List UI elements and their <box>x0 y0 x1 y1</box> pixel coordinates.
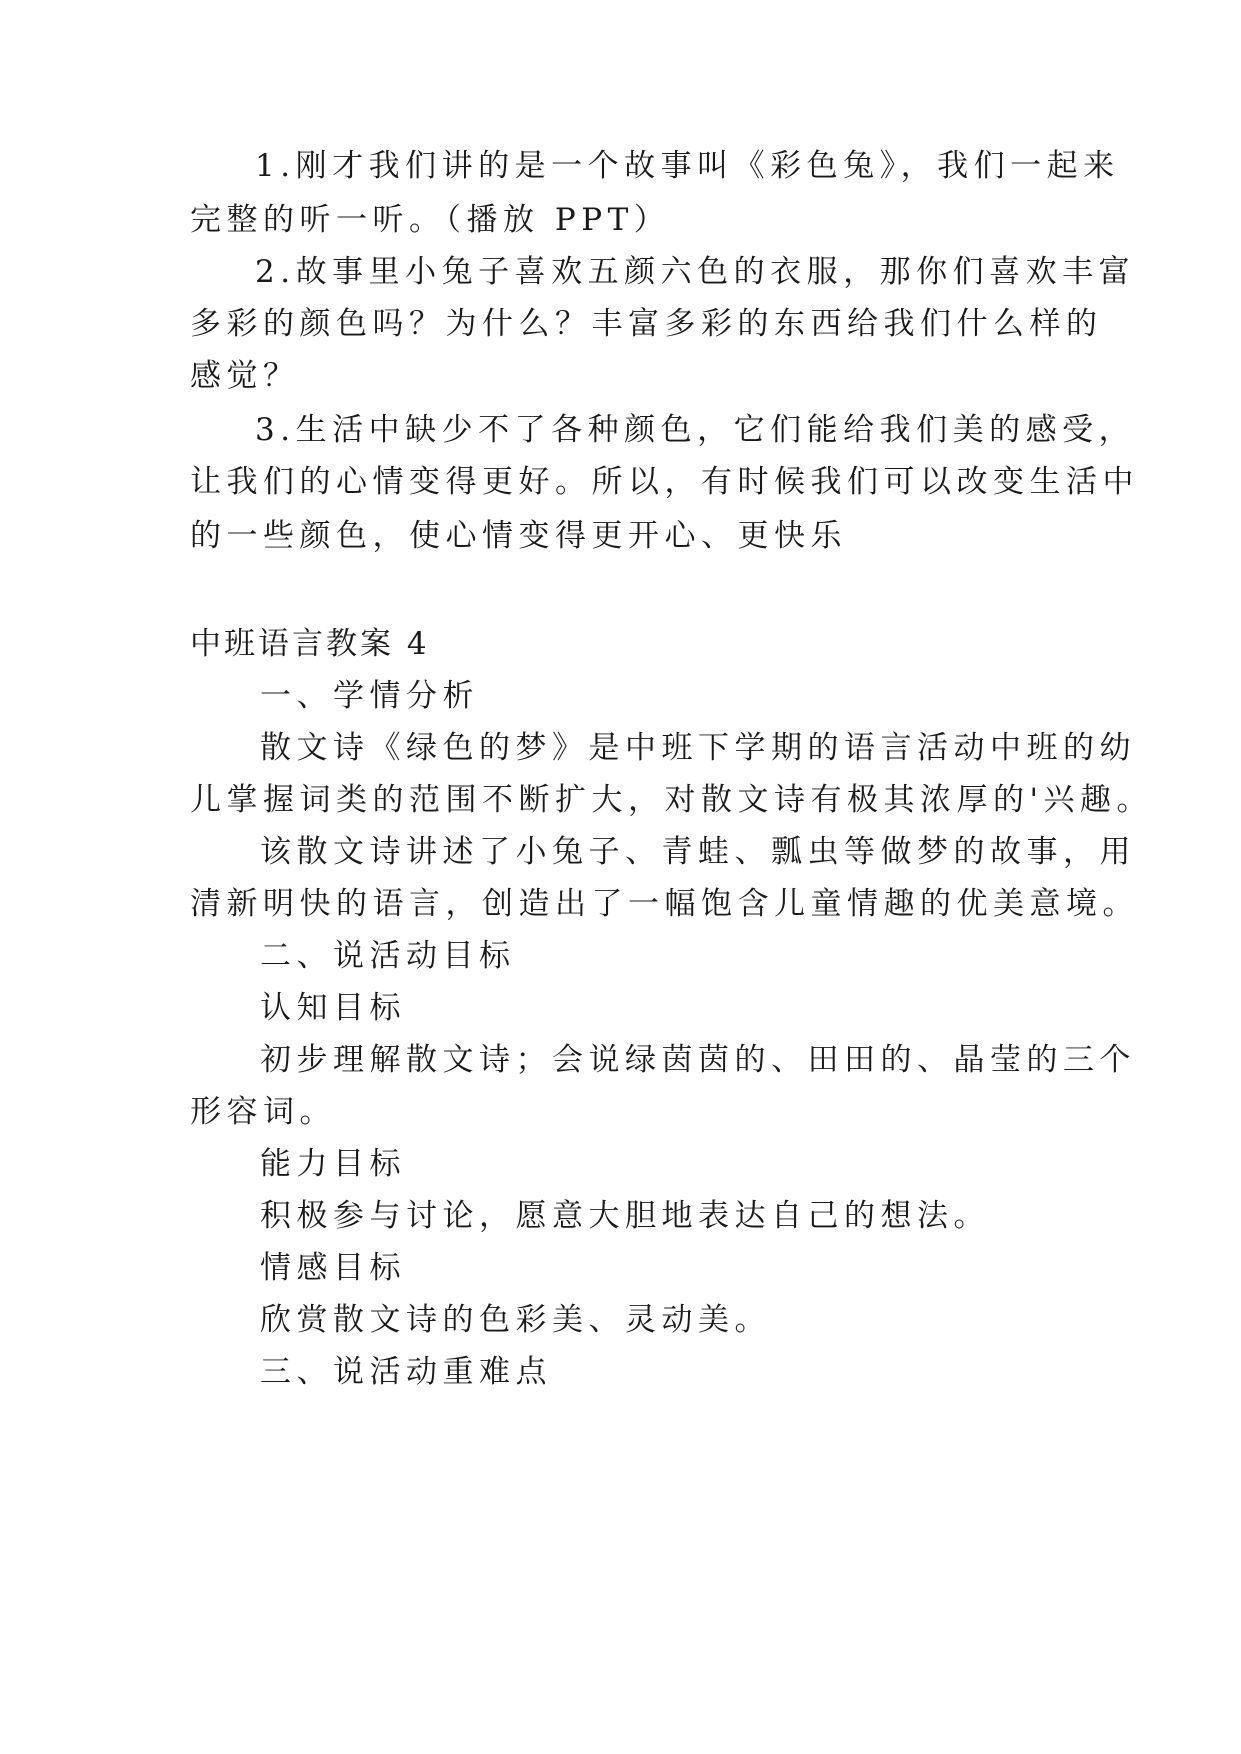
paragraph-line: 欣赏散文诗的色彩美、灵动美。 <box>260 1302 771 1338</box>
paragraph-line: 清新明快的语言，创造出了一幅饱含儿童情趣的优美意境。 <box>190 886 1139 922</box>
paragraph-line: 初步理解散文诗；会说绿茵茵的、田田的、晶莹的三个 <box>260 1042 1136 1078</box>
section-title: 中班语言教案 4 <box>190 626 430 662</box>
paragraph-line: 多彩的颜色吗？为什么？丰富多彩的东西给我们什么样的 <box>190 306 1103 342</box>
paragraph-line: 1.刚才我们讲的是一个故事叫《彩色兔》，我们一起来 <box>255 148 1120 184</box>
paragraph-line: 散文诗《绿色的梦》是中班下学期的语言活动中班的幼 <box>260 730 1136 766</box>
subheading: 情感目标 <box>260 1250 406 1286</box>
paragraph-line: 形容词。 <box>190 1094 336 1130</box>
subheading: 能力目标 <box>260 1146 406 1182</box>
paragraph-line: 完整的听一听。（播放 PPT） <box>190 202 671 238</box>
paragraph-line: 的一些颜色，使心情变得更开心、更快乐 <box>190 518 847 554</box>
heading: 二、说活动目标 <box>260 938 516 974</box>
subheading: 认知目标 <box>260 990 406 1026</box>
heading: 一、学情分析 <box>260 678 479 714</box>
paragraph-line: 2.故事里小兔子喜欢五颜六色的衣服，那你们喜欢丰富 <box>255 254 1136 290</box>
heading: 三、说活动重难点 <box>260 1354 552 1390</box>
paragraph-line: 3.生活中缺少不了各种颜色，它们能给我们美的感受， <box>255 412 1136 448</box>
paragraph-line: 该散文诗讲述了小兔子、青蛙、瓢虫等做梦的故事，用 <box>260 834 1136 870</box>
paragraph-line: 积极参与讨论，愿意大胆地表达自己的想法。 <box>260 1198 990 1234</box>
paragraph-line: 让我们的心情变得更好。所以，有时候我们可以改变生活中 <box>190 464 1139 500</box>
paragraph-line: 感觉？ <box>190 358 300 394</box>
paragraph-line: 儿掌握词类的范围不断扩大，对散文诗有极其浓厚的'兴趣。 <box>190 782 1154 818</box>
